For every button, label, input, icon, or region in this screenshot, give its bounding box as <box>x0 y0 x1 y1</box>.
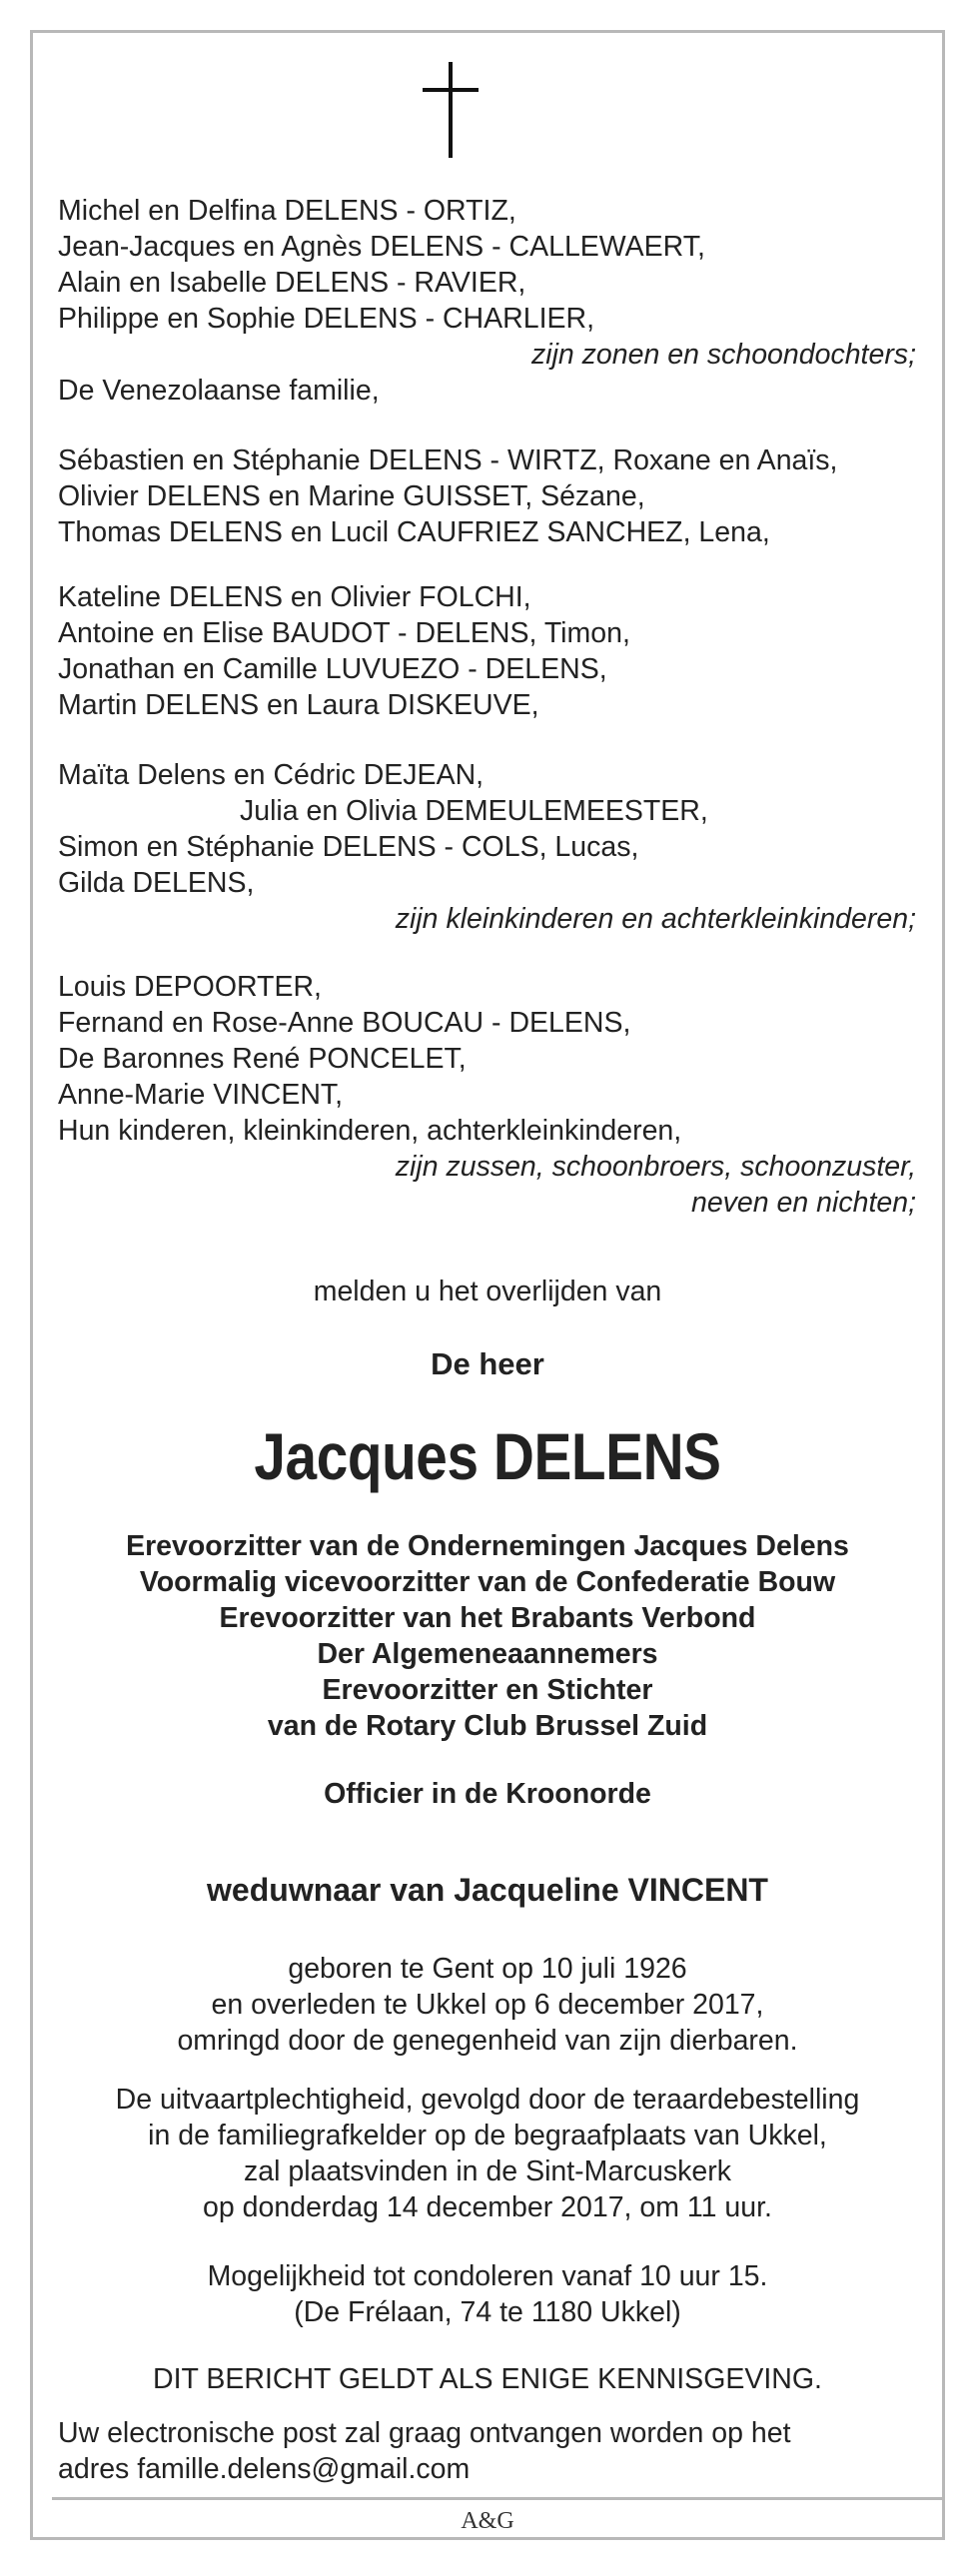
announcement-intro: melden u het overlijden van <box>313 1276 662 1307</box>
birth-death-line: omringd door de genegenheid van zijn dierbaren. <box>177 2025 798 2057</box>
title-line: Erevoorzitter en Stichter <box>322 1674 653 1706</box>
cross-icon <box>423 62 479 158</box>
email-note: adres famille.delens@gmail.com <box>58 2453 471 2485</box>
family-line: Louis DEPOORTER, <box>58 971 322 1003</box>
family-line: Olivier DELENS en Marine GUISSET, Sézane, <box>58 480 645 512</box>
family-line: Simon en Stéphanie DELENS - COLS, Lucas, <box>58 831 639 863</box>
family-line: De Baronnes René PONCELET, <box>58 1043 467 1075</box>
salutation: De heer <box>431 1346 544 1381</box>
family-role: zijn kleinkinderen en achterkleinkinderen; <box>395 903 916 935</box>
honour: Officier in de Kroonorde <box>324 1778 651 1810</box>
funeral-line: De uitvaartplechtigheid, gevolgd door de teraardebestelling <box>115 2084 860 2116</box>
title-line: Erevoorzitter van de Ondernemingen Jacques Delens <box>126 1530 849 1562</box>
family-line: Antoine en Elise BAUDOT - DELENS, Timon, <box>58 617 630 649</box>
birth-death-line: en overleden te Ukkel op 6 december 2017, <box>211 1989 764 2021</box>
email-note: Uw electronische post zal graag ontvangen worden op het <box>58 2417 791 2449</box>
birth-death-line: geboren te Gent op 10 juli 1926 <box>288 1953 687 1985</box>
family-line: Jonathan en Camille LUVUEZO - DELENS, <box>58 653 607 685</box>
publisher-logo: A&G <box>461 2508 514 2534</box>
funeral-line: op donderdag 14 december 2017, om 11 uur. <box>203 2191 772 2223</box>
family-line: Sébastien en Stéphanie DELENS - WIRTZ, Roxane en Anaïs, <box>58 444 838 476</box>
title-line: Erevoorzitter van het Brabants Verbond <box>219 1602 756 1634</box>
family-role: zijn zonen en schoondochters; <box>530 339 916 371</box>
family-line: Jean-Jacques en Agnès DELENS - CALLEWAERT, <box>58 231 705 263</box>
condolence-line: (De Frélaan, 74 te 1180 Ukkel) <box>294 2296 681 2328</box>
funeral-line: zal plaatsvinden in de Sint-Marcuskerk <box>244 2155 731 2187</box>
family-role: zijn zussen, schoonbroers, schoonzuster, <box>395 1151 916 1183</box>
title-line: van de Rotary Club Brussel Zuid <box>267 1710 708 1742</box>
family-line: Thomas DELENS en Lucil CAUFRIEZ SANCHEZ, Lena, <box>58 516 770 548</box>
family-line: Martin DELENS en Laura DISKEUVE, <box>58 689 539 721</box>
widower-line: weduwnaar van Jacqueline VINCENT <box>207 1872 768 1908</box>
funeral-line: in de familiegrafkelder op de begraafplaats van Ukkel, <box>148 2120 827 2151</box>
family-line: Michel en Delfina DELENS - ORTIZ, <box>58 195 516 227</box>
family-line: Fernand en Rose-Anne BOUCAU - DELENS, <box>58 1007 631 1039</box>
footer-divider <box>52 2497 944 2500</box>
family-line: Gilda DELENS, <box>58 867 255 899</box>
title-line: Voormalig vicevoorzitter van de Confederatie Bouw <box>139 1566 836 1598</box>
family-line: Philippe en Sophie DELENS - CHARLIER, <box>58 303 595 335</box>
family-line: Hun kinderen, kleinkinderen, achterkleinkinderen, <box>58 1115 682 1147</box>
family-line: Maïta Delens en Cédric DEJEAN, <box>58 759 485 791</box>
family-line: De Venezolaanse familie, <box>58 375 380 407</box>
family-line: Anne-Marie VINCENT, <box>58 1079 344 1111</box>
family-role: neven en nichten; <box>690 1187 916 1219</box>
condolence-line: Mogelijkheid tot condoleren vanaf 10 uur 15. <box>207 2260 768 2292</box>
family-line: Alain en Isabelle DELENS - RAVIER, <box>58 267 526 299</box>
title-line: Der Algemeneaannemers <box>317 1638 658 1670</box>
notice-line: DIT BERICHT GELDT ALS ENIGE KENNISGEVING. <box>153 2363 822 2395</box>
family-line: Julia en Olivia DEMEULEMEESTER, <box>240 795 708 827</box>
deceased-name: Jacques DELENS <box>254 1419 721 1493</box>
family-line: Kateline DELENS en Olivier FOLCHI, <box>58 581 531 613</box>
